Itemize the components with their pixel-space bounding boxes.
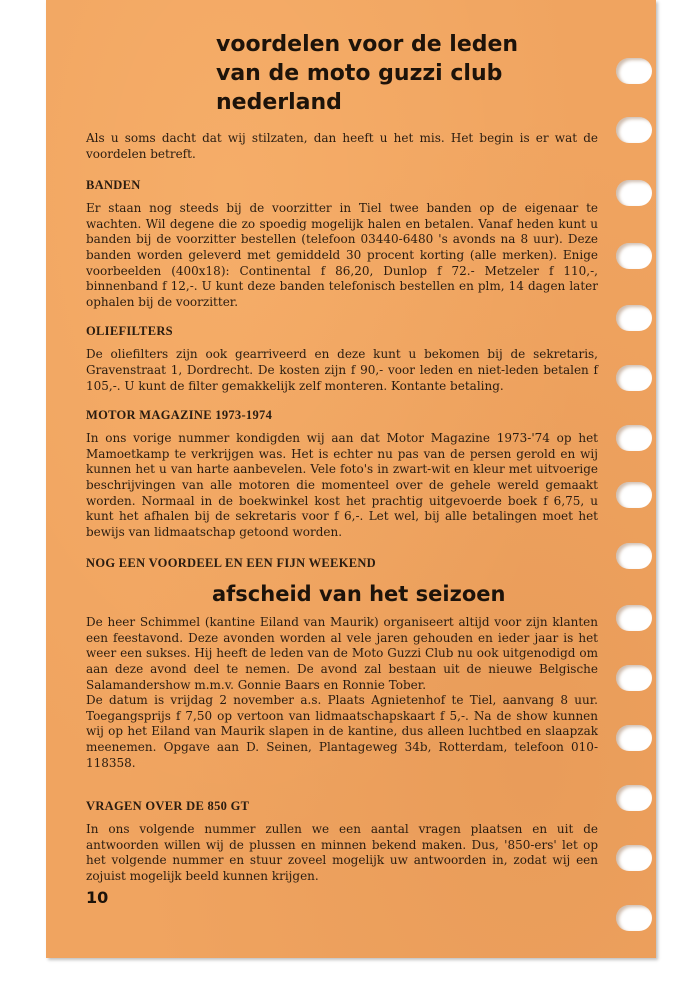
section-body-banden: Er staan nog steeds bij de voorzitter in Tiel twee banden op de eigenaar te wachten. Wil degene die zo spoedig mogelijk halen en betalen. Vanaf heden kunt u banden bij de voorzitter bestellen (telefoon 03440-6480 's avonds na 8 uur). Deze banden worden geleverd met gemiddeld 30 procent korting (alle merken). Enige voorbeelden (400x18): Continental f 86,20, Dunlop f 72.- Metzeler f 110,-, binnenband f 12,-. U kunt deze banden telefonisch bestellen en plm, 14 dagen later ophalen bij de voorzitter.: [86, 201, 598, 309]
binder-hole: [616, 785, 652, 811]
binder-hole: [616, 482, 652, 508]
binder-hole: [616, 305, 652, 331]
binder-hole: [616, 725, 652, 751]
binder-hole: [616, 605, 652, 631]
section-heading-magazine: MOTOR MAGAZINE 1973-1974: [86, 408, 273, 423]
section-heading-banden: BANDEN: [86, 178, 141, 193]
section-heading-vragen: VRAGEN OVER DE 850 GT: [86, 799, 250, 814]
section-body-magazine: In ons vorige nummer kondigden wij aan dat Motor Magazine 1973-'74 op het Mamoetkamp te verkrijgen was. Het is echter nu pas van de persen gerold en wij kunnen het u van harte aanbevelen. Vele foto's in zwart-wit en kleur met uitvoerige beschrijvingen van alle motoren die momenteel over de gehele wereld gemaakt worden. Normaal in de boekwinkel kost het prachtig uitgevoerde boek f 6,75, u kunt het afhalen bij de sekretaris voor f 6,-. Let wel, bij alle betalingen moet het bewijs van lidmaatschap getoond worden.: [86, 431, 598, 539]
section-body-weekend-2: De datum is vrijdag 2 november a.s. Plaats Agnietenhof te Tiel, aanvang 8 uur. Toegangsprijs f 7,50 op vertoon van lidmaatschapskaart f 5,-. Na de show kunnen wij op het Eiland van Maurik slapen in de kantine, dus alleen luchtbed en slaapzak meenemen. Opgave aan D. Seinen, Plantageweg 34b, Rotterdam, telefoon 010-118358.: [86, 693, 598, 770]
binder-hole: [616, 243, 652, 269]
section-heading-oliefilters: OLIEFILTERS: [86, 324, 173, 339]
intro-paragraph: Als u soms dacht dat wij stilzaten, dan heeft u het mis. Het begin is er wat de voordelen betreft.: [86, 131, 598, 161]
section-body-weekend-1: De heer Schimmel (kantine Eiland van Maurik) organiseert altijd voor zijn klanten een feestavond. Deze avonden worden al vele jaren gehouden en ieder jaar is het weer een sukses. Hij heeft de leden van de Moto Guzzi Club nu ook uitgenodigd om aan deze avond deel te nemen. De avond zal bestaan uit de nieuwe Belgische Salamandershow m.m.v. Gonnie Baars en Ronnie Tober.: [86, 615, 598, 692]
binder-hole: [616, 117, 652, 143]
binder-hole: [616, 58, 652, 84]
page-number: 10: [86, 888, 109, 907]
binder-hole: [616, 365, 652, 391]
page-title: [216, 30, 598, 117]
title-line-2: van de moto guzzi club nederland: [216, 61, 503, 115]
title-line-1: voordelen voor de leden: [216, 32, 519, 57]
magazine-page: [46, 0, 656, 958]
binder-hole: [616, 905, 652, 931]
article: [86, 30, 598, 885]
section-body-oliefilters: De oliefilters zijn ook gearriveerd en deze kunt u bekomen bij de sekretaris, Gravenstraat 1, Dordrecht. De kosten zijn f 90,- voor leden en niet-leden betalen f 105,-. U kunt de filter gemakkelijk zelf monteren. Kontante betaling.: [86, 347, 598, 393]
binder-hole: [616, 425, 652, 451]
binder-hole: [616, 665, 652, 691]
binder-hole: [616, 543, 652, 569]
section-subtitle-weekend: afscheid van het seizoen: [212, 582, 506, 607]
section-body-vragen: In ons volgende nummer zullen we een aantal vragen plaatsen en uit de antwoorden willen wij de plussen en minnen bekend maken. Dus, '850-ers' let op het volgende nummer en stuur zoveel mogelijk uw antwoorden in, zodat wij een zojuist mogelijk beeld kunnen krijgen.: [86, 822, 598, 883]
binder-hole: [616, 180, 652, 206]
section-heading-weekend: NOG EEN VOORDEEL EN EEN FIJN WEEKEND: [86, 556, 377, 571]
binder-hole: [616, 845, 652, 871]
